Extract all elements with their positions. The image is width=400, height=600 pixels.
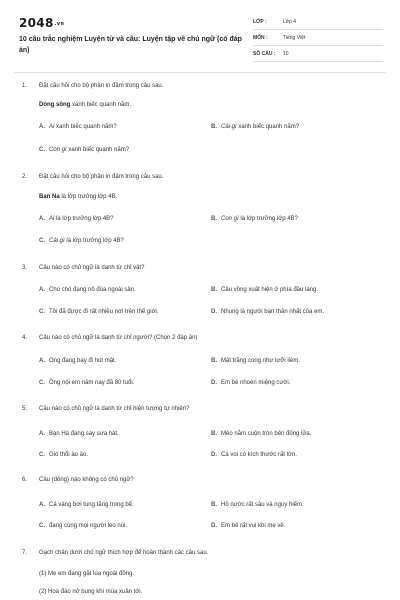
option-text: Em bé nhoẻn miệng cười. [221, 380, 291, 386]
option-letter: D. [211, 523, 217, 529]
question-number: 7. [22, 550, 28, 556]
question-text: Câu nào có chủ ngữ là danh từ chỉ hiện tượng tự nhiên? [39, 406, 190, 412]
option-letter: A. [39, 502, 45, 508]
option-d[interactable] [211, 380, 290, 386]
meta-row-count [253, 46, 383, 62]
meta-value: 10 [283, 50, 289, 57]
question-number: 3. [22, 265, 28, 271]
option-text: là lớp trưởng lớp 4B? [54, 216, 114, 222]
option-c[interactable] [39, 309, 159, 315]
option-italic: Con gì [221, 216, 239, 222]
option-letter: A. [39, 358, 45, 364]
option-italic: Ai [49, 216, 55, 222]
option-text: là lớp trưởng lớp 4B? [64, 238, 124, 244]
option-text: xanh biếc quanh năm? [236, 124, 300, 130]
exercise-line-1[interactable]: (1) Mẹ em đang gặt lúa ngoài đồng. [39, 571, 135, 577]
option-letter: B. [211, 502, 217, 508]
option-text: Cầu vồng xuất hiện ở phía đầu làng. [221, 287, 319, 293]
question-text: Câu nào có chủ ngữ là danh từ chỉ người? (Chọn 2 đáp án) [39, 335, 198, 341]
question-stem [22, 265, 144, 271]
option-text: Bạn Hà đang say sưa hát. [49, 431, 119, 437]
question-sentence [39, 194, 117, 200]
option-letter: D. [211, 380, 217, 386]
option-a[interactable] [39, 216, 114, 222]
option-letter: A. [39, 124, 45, 130]
question-stem [22, 83, 163, 89]
option-letter: C. [39, 238, 45, 244]
option-b[interactable] [211, 124, 299, 130]
option-a[interactable] [39, 124, 117, 130]
meta-key: LỚP : [253, 18, 267, 25]
option-italic: Ai [49, 124, 55, 130]
option-text: là lớp trưởng lớp 4B? [238, 216, 298, 222]
question-text: Đặt câu hỏi cho bộ phận in đậm trong câu sau. [39, 83, 164, 89]
option-b[interactable] [211, 431, 311, 437]
option-text: Tôi đã được đi rất nhiều nơi trên thế giới. [49, 309, 159, 315]
option-letter: A. [39, 431, 45, 437]
site-logo[interactable] [19, 16, 64, 30]
option-text: Cá vàng bơi tung tăng trong bể. [49, 502, 134, 508]
option-text: xanh biếc quanh năm? [66, 147, 130, 153]
question-stem [22, 174, 163, 180]
option-a[interactable] [39, 502, 134, 508]
option-text: Mèo nằm cuộn tròn bên đống lửa. [221, 431, 312, 437]
question-text: Câu (dòng) nào không có chủ ngữ? [39, 477, 134, 483]
option-letter: B. [211, 358, 217, 364]
option-b[interactable] [211, 287, 318, 293]
meta-key: MÔN : [253, 34, 268, 41]
question-stem [22, 335, 197, 341]
option-text: xanh biếc quanh năm? [54, 124, 117, 130]
option-b[interactable] [211, 358, 300, 364]
question-text: Gạch chân dưới chủ ngữ thích hợp để hoàn thành các câu sau. [39, 550, 209, 556]
sentence-bold-part: Bạn Na [39, 194, 60, 200]
option-letter: C. [39, 380, 45, 386]
logo-text: 2048 [19, 16, 54, 30]
option-letter: C. [39, 523, 45, 529]
option-text: Nhung là người bạn thân nhất của em. [221, 309, 325, 315]
option-letter: D. [211, 309, 217, 315]
question-number: 2. [22, 174, 28, 180]
option-text: Em bé rất vui khi mẹ về. [221, 523, 286, 529]
document-header [0, 0, 400, 72]
option-letter: A. [39, 287, 45, 293]
meta-table [253, 14, 383, 62]
option-c[interactable] [39, 452, 88, 458]
option-c[interactable] [39, 380, 134, 386]
question-text: Đặt câu hỏi cho bộ phận in đậm trong câu sau. [39, 174, 164, 180]
question-stem [22, 550, 208, 556]
meta-row-subject [253, 30, 383, 46]
meta-row-grade [253, 14, 383, 30]
option-letter: B. [211, 287, 217, 293]
option-b[interactable] [211, 502, 304, 508]
option-a[interactable] [39, 431, 119, 437]
question-number: 4. [22, 335, 28, 341]
option-letter: C. [39, 147, 45, 153]
option-text: Gió thổi ào ào. [49, 452, 89, 458]
option-text: đang cùng mọi người leo núi. [49, 523, 127, 529]
logo-extension: .vn [54, 20, 65, 27]
sentence-bold-part: Dòng sông [39, 102, 71, 108]
header-divider [14, 72, 386, 73]
option-text: Ong đang bay đi hút mật. [49, 358, 117, 364]
meta-value: Lớp 4 [283, 18, 297, 25]
exercise-line-2[interactable]: (2) Hoa đào nở bung khi mùa xuân tới. [39, 589, 143, 595]
option-c[interactable] [39, 523, 127, 529]
question-number: 6. [22, 477, 28, 483]
question-number: 5. [22, 406, 28, 412]
document-title: 10 câu trắc nghiệm Luyện từ và câu: Luyện tập về chủ ngữ (có đáp án) [19, 36, 242, 54]
question-sentence [39, 102, 131, 108]
sentence-rest: là lớp trưởng lớp 4B. [59, 194, 118, 200]
option-d[interactable] [211, 309, 324, 315]
option-c[interactable] [39, 238, 124, 244]
option-italic: Cái gì [221, 124, 237, 130]
option-letter: B. [211, 124, 217, 130]
option-letter: C. [39, 309, 45, 315]
option-letter: B. [211, 216, 217, 222]
option-italic: Cái gì [49, 238, 65, 244]
question-number: 1. [22, 83, 28, 89]
option-text: Ông nội em năm nay đã 80 tuổi. [49, 380, 135, 386]
option-text: Mặt trăng cong như lưỡi liềm. [221, 358, 300, 364]
meta-value: Tiếng Việt [283, 34, 306, 41]
option-text: Cá voi có kích thước rất lớn. [221, 452, 297, 458]
option-a[interactable] [39, 358, 116, 364]
option-letter: C. [39, 452, 45, 458]
option-italic: Con gì [49, 147, 67, 153]
option-d[interactable] [211, 452, 297, 458]
sentence-rest: xanh biếc quanh năm. [70, 102, 132, 108]
question-text: Câu nào có chủ ngữ là danh từ chỉ vật? [39, 265, 145, 271]
question-stem [22, 477, 134, 483]
option-d[interactable] [211, 523, 285, 529]
option-letter: B. [211, 431, 217, 437]
option-a[interactable] [39, 287, 136, 293]
question-stem [22, 406, 189, 412]
option-text: Hồ nước rất sâu và nguy hiểm. [221, 502, 304, 508]
option-letter: A. [39, 216, 45, 222]
option-text: Chú chó đang nô đùa ngoài sân. [49, 287, 136, 293]
option-letter: D. [211, 452, 217, 458]
meta-key: SỐ CÂU : [253, 50, 276, 57]
option-b[interactable] [211, 216, 298, 222]
option-c[interactable] [39, 147, 129, 153]
